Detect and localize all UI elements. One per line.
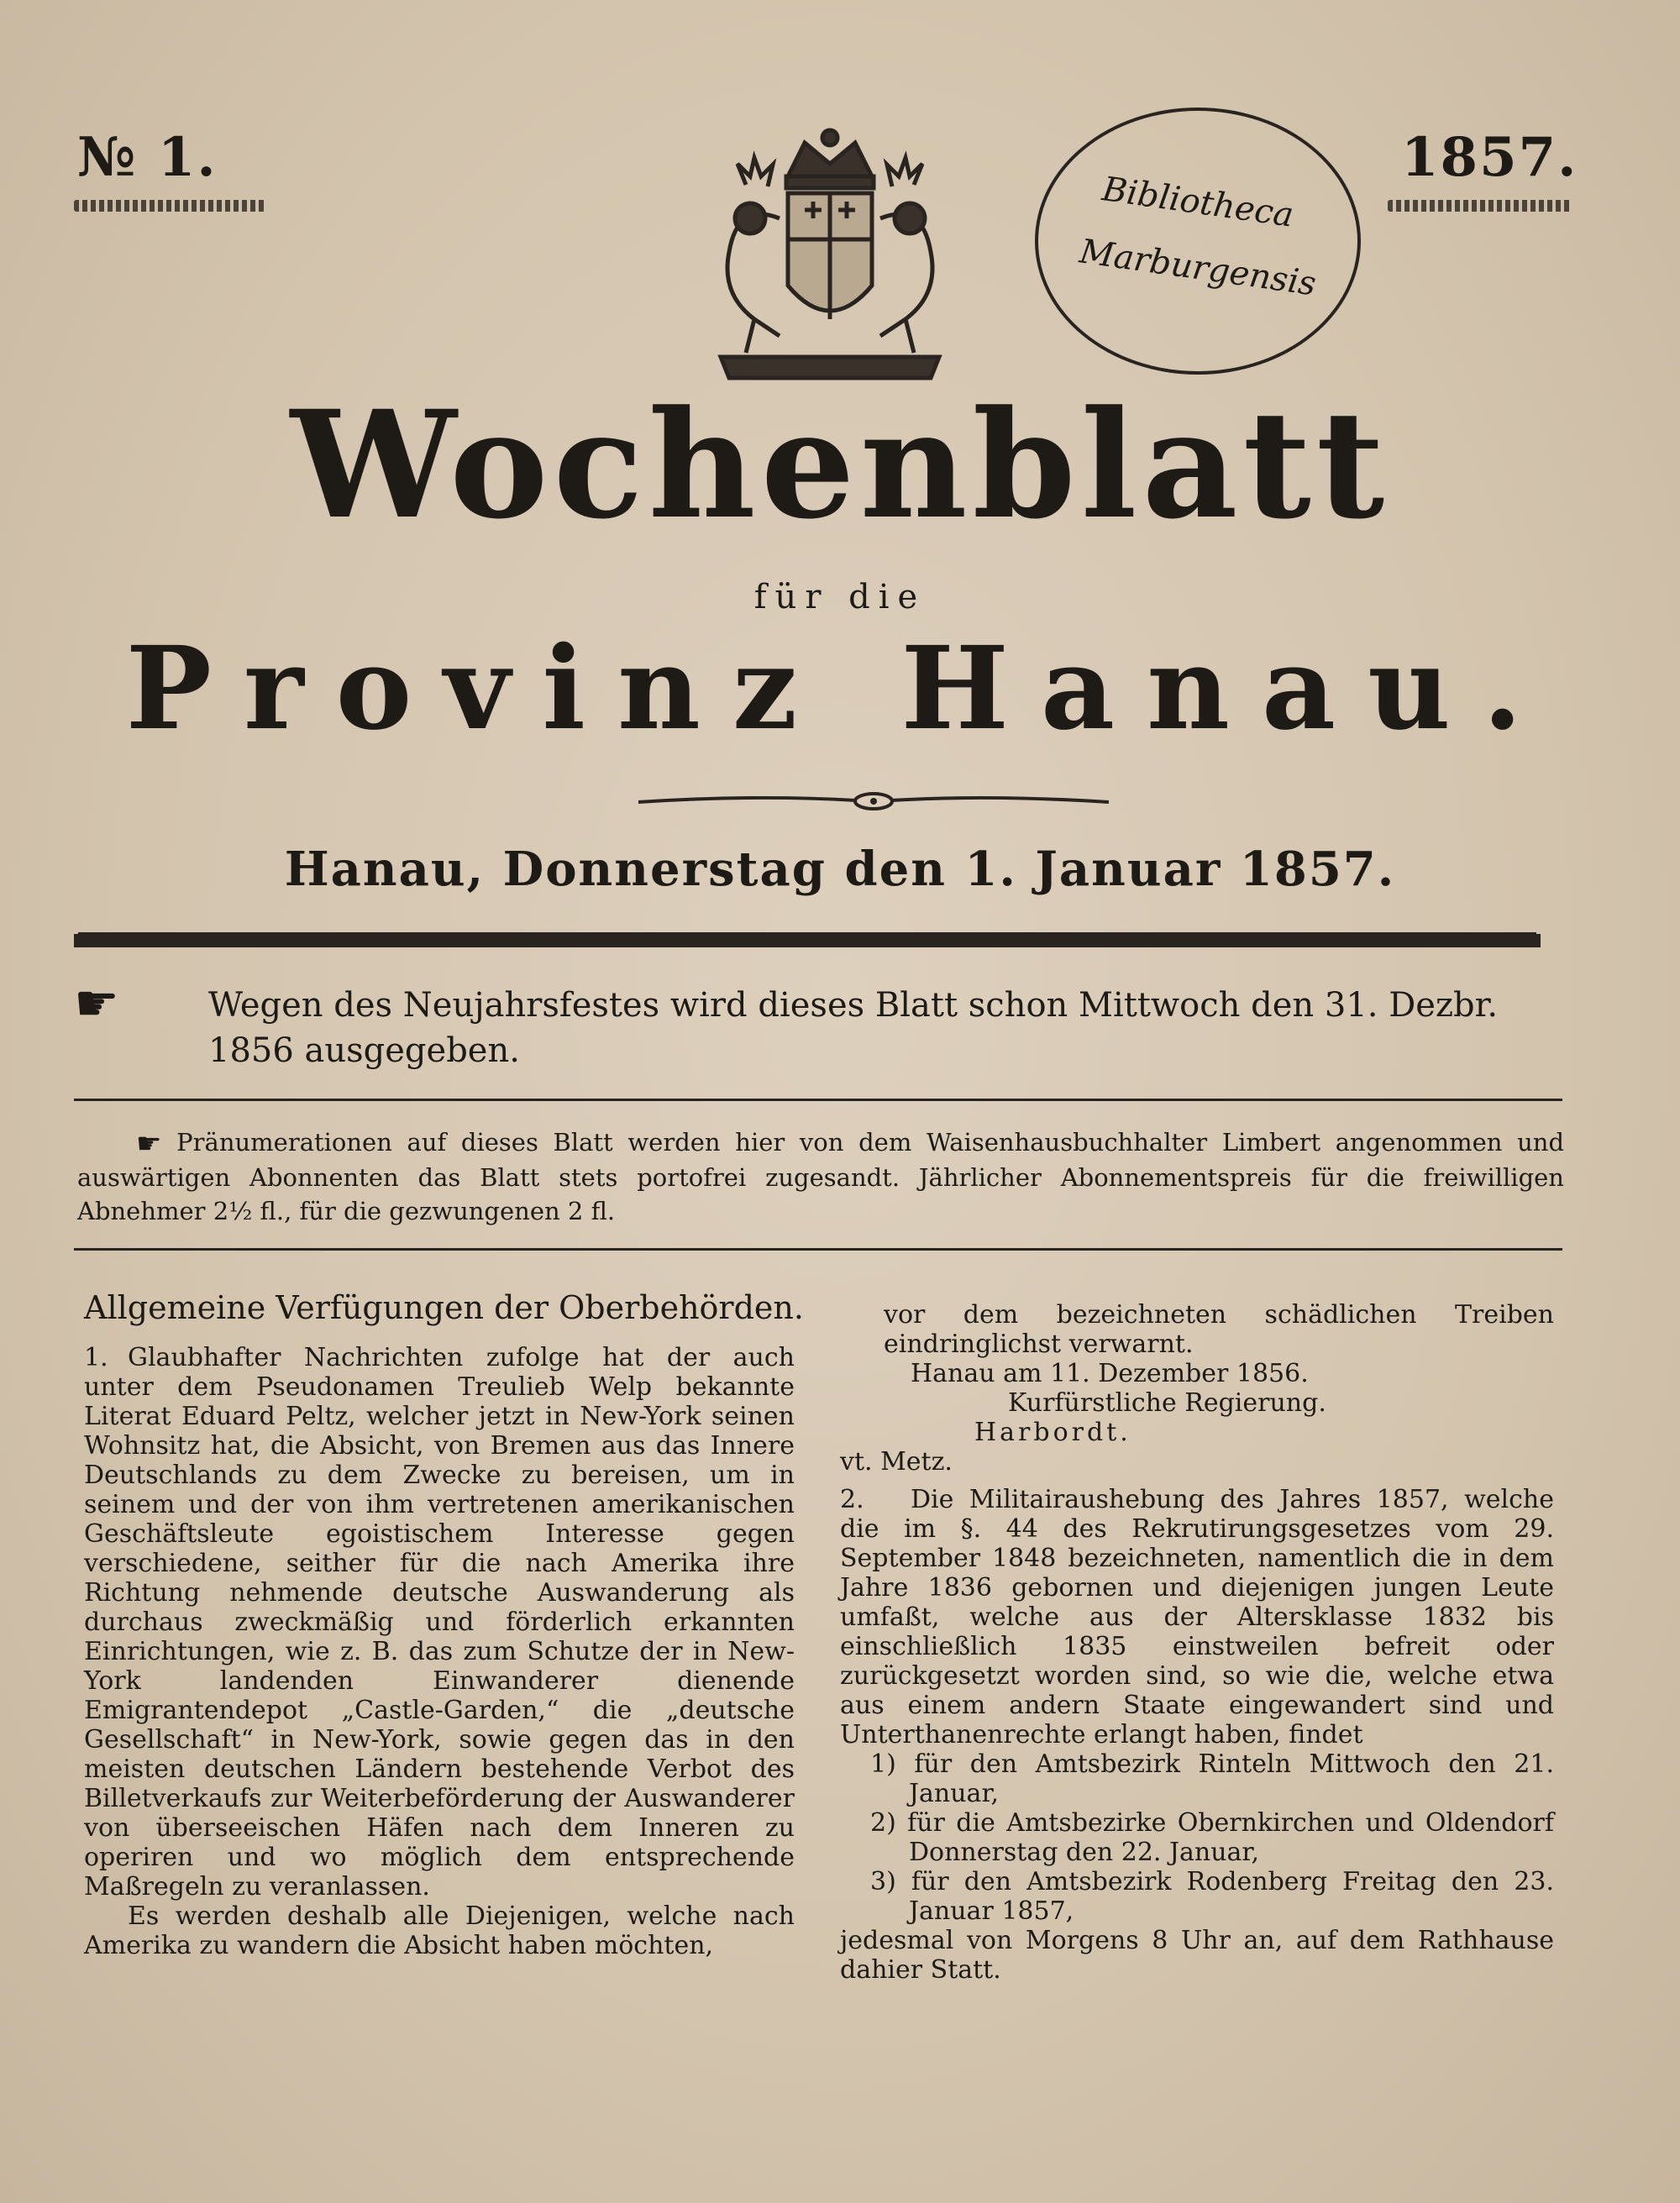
stamp-line-1: Bibliotheca	[1100, 170, 1296, 235]
notice-block	[74, 974, 1574, 1073]
year-label: 1857.	[1401, 126, 1578, 189]
province-title: Provinz Hanau.	[125, 622, 1555, 756]
issue-number: № 1.	[77, 126, 218, 189]
library-stamp	[1035, 108, 1361, 375]
stamp-line-2: Marburgensis	[1077, 232, 1319, 304]
notice-rule	[74, 1099, 1562, 1101]
dateline: Hanau, Donnerstag den 1. Januar 1857.	[284, 842, 1396, 897]
paragraph-2: Es werden deshalb alle Diejenigen, welche nach Amerika zu wandern die Absicht haben möchten,	[84, 1901, 795, 1960]
paragraph-item-2	[840, 1485, 1554, 1749]
newspaper-subtitle: für die	[753, 578, 927, 616]
right-column	[840, 1300, 1554, 1985]
signature: Harbordt.	[974, 1418, 1131, 1447]
issue-underline	[74, 200, 265, 212]
place-date: Hanau am 11. Dezember 1856.	[911, 1359, 1309, 1388]
countersign: vt. Metz.	[840, 1447, 953, 1477]
authority: Kurfürstliche Regierung.	[1008, 1388, 1326, 1418]
coat-of-arms-emblem	[687, 126, 973, 386]
pointing-hand-icon: ☛	[74, 974, 119, 1033]
section-heading: Allgemeine Verfügungen der Oberbehörden.	[84, 1289, 804, 1326]
year-underline	[1388, 200, 1572, 212]
subscription-block	[77, 1125, 1564, 1228]
subscription-rule	[74, 1248, 1562, 1251]
ornamental-rule	[638, 789, 1109, 815]
subscription-text: Pränumerationen auf dieses Blatt werden hier von dem Waisenhausbuchhalter Limbert angenommen und auswärtigen Abonnenten das Blatt stets portofrei zugesandt. Jährlicher Abonnementspreis für die freiwilligen Abnehmer 2½ fl., für die gezwungenen 2 fl.	[77, 1128, 1565, 1225]
pointing-hand-icon: ☛	[136, 1127, 162, 1161]
continuation-text: vor dem bezeichneten schädlichen Treiben eindringlichst verwarnt.	[884, 1300, 1554, 1359]
paragraph-1-text: Glaubhafter Nachrichten zufolge hat der auch unter dem Pseudonamen Treulieb Welp bekannte Literat Eduard Peltz, welcher jetzt in New-York seinen Wohnsitz hat, die Absicht, von Bremen aus das Innere Deutschlands zu dem Zwecke zu bereisen, um in seinem und der von ihm vertretenen amerikanischen Geschäftsleute egoistischem Interesse gegen verschiedene, seither für die nach Amerika ihre Richtung nehmende deutsche Auswanderung als durchaus zweckmäßig und förderlich erkannten Einrichtungen, wie z. B. das zum Schutze der in New-York landenden Einwanderer dienende Emigrantendepot „Castle-Garden,“ die „deutsche Gesellschaft“ in New-York, sowie gegen das in den meisten deutschen Ländern bestehende Verbot des Billetverkaufs zur Weiterbeförderung der Auswanderer von überseeischen Häfen nach dem Inneren zu operiren und wo möglich dem entsprechende Maßregeln zu veranlassen.	[84, 1343, 795, 1901]
notice-text: Wegen des Neujahrsfestes wird dieses Blatt schon Mittwoch den 31. Dezbr. 1856 ausgegeben.	[208, 986, 1499, 1070]
newspaper-title: Wochenblatt	[290, 378, 1390, 552]
paragraph-1	[84, 1343, 795, 1901]
item-number-2: 2.	[840, 1485, 864, 1514]
left-column	[84, 1289, 804, 1960]
schedule-item-1: 1) für den Amtsbezirk Rinteln Mittwoch den 21. Januar,	[870, 1749, 1554, 1808]
item-number-1: 1.	[84, 1343, 108, 1372]
masthead-rule	[74, 934, 1541, 947]
closing-text: jedesmal von Morgens 8 Uhr an, auf dem Rathhause dahier Statt.	[840, 1926, 1554, 1985]
schedule-item-2: 2) für die Amtsbezirke Obernkirchen und Oldendorf Donnerstag den 22. Januar,	[870, 1808, 1554, 1867]
paragraph-item-2-text: Die Militairaushebung des Jahres 1857, welche die im §. 44 des Rekrutirungsgesetzes vom 29. September 1848 bezeichneten, namentlich die in dem Jahre 1836 gebornen und diejenigen jungen Leute umfaßt, welche aus der Altersklasse 1832 bis einschließlich 1835 einstweilen befreit oder zurückgesetzt worden sind, so wie die, welche etwa aus einem andern Staate eingewandert sind und Unterthanenrechte erlangt haben, findet	[840, 1485, 1554, 1749]
schedule-item-3: 3) für den Amtsbezirk Rodenberg Freitag den 23. Januar 1857,	[870, 1867, 1554, 1926]
